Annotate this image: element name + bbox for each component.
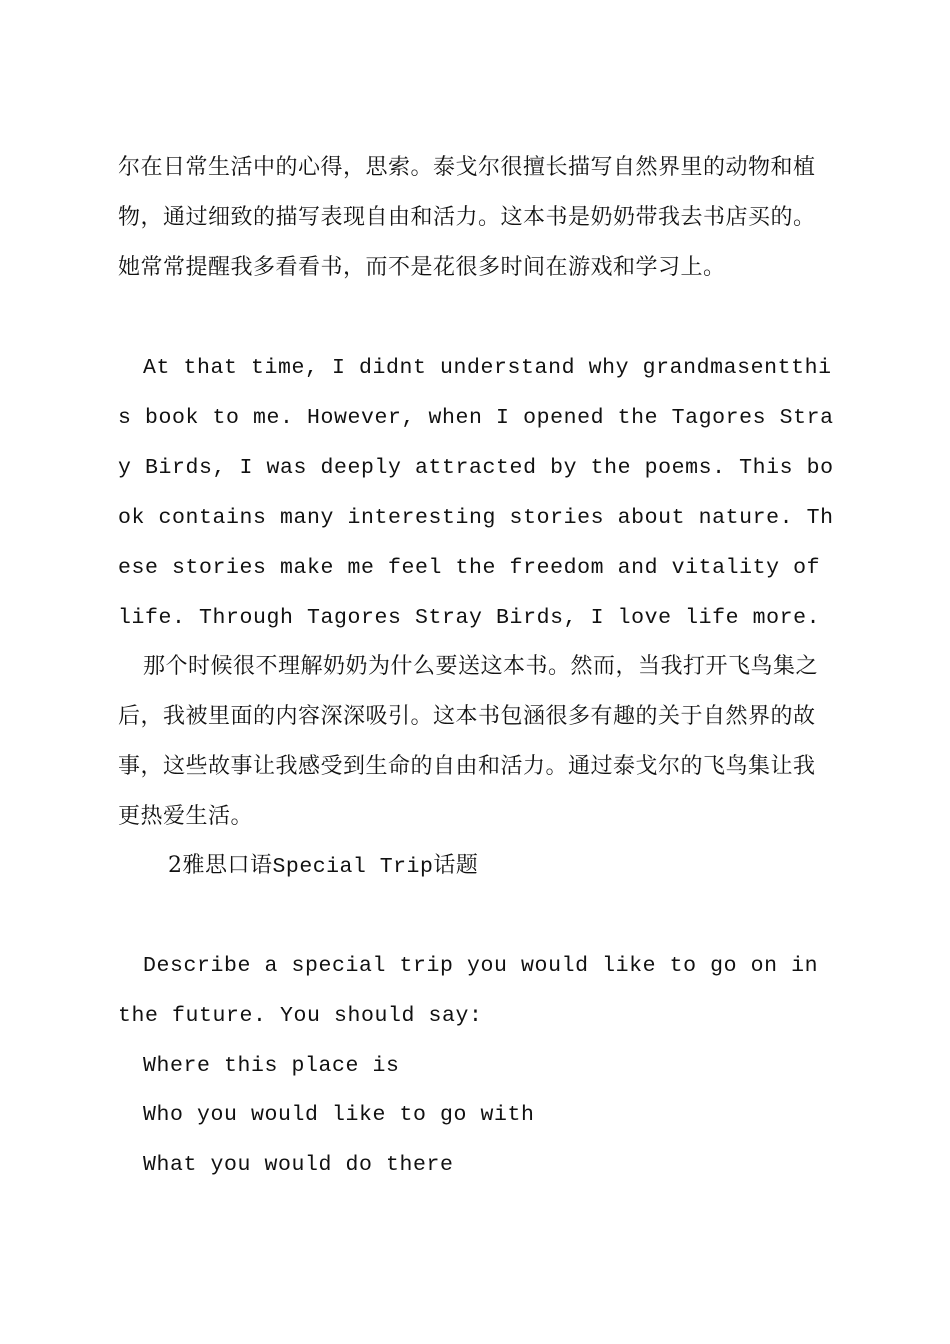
- cue-line-2: Who you would like to go with: [143, 1103, 535, 1127]
- heading-chinese-part2: 话题: [433, 853, 479, 878]
- cue-line-1: Where this place is: [143, 1054, 400, 1078]
- heading-english-part: Special Trip: [272, 855, 434, 879]
- paragraph-english-1: At that time, I didnt understand why grandmasentthis book to me. However, when I opened the Tagores Stray Birds, I was deeply attracted by the poems. This book contains many interesting stories about nature. These stories make me feel the freedom and vitality of life. Through Tagores Stray Birds, I love life more.: [118, 356, 834, 630]
- paragraph-chinese-2: 那个时候很不理解奶奶为什么要送这本书。然而，当我打开飞鸟集之后，我被里面的内容深深吸引。这本书包涵很多有趣的关于自然界的故事，这些故事让我感受到生命的自由和活力。通过泰戈尔的飞鸟集让我更热爱生活。: [118, 654, 819, 829]
- cue-line-3: What you would do there: [143, 1153, 454, 1177]
- prompt-paragraph: Describe a special trip you would like to go on in the future. You should say:: [118, 954, 832, 1028]
- section-heading: [168, 841, 478, 892]
- heading-chinese-part1: 雅思口语: [182, 853, 273, 878]
- heading-number: 2: [168, 853, 183, 878]
- paragraph-chinese-1: 尔在日常生活中的心得，思索。泰戈尔很擅长描写自然界里的动物和植物，通过细致的描写表现自由和活力。这本书是奶奶带我去书店买的。她常常提醒我多看看书，而不是花很多时间在游戏和学习上。: [118, 155, 816, 280]
